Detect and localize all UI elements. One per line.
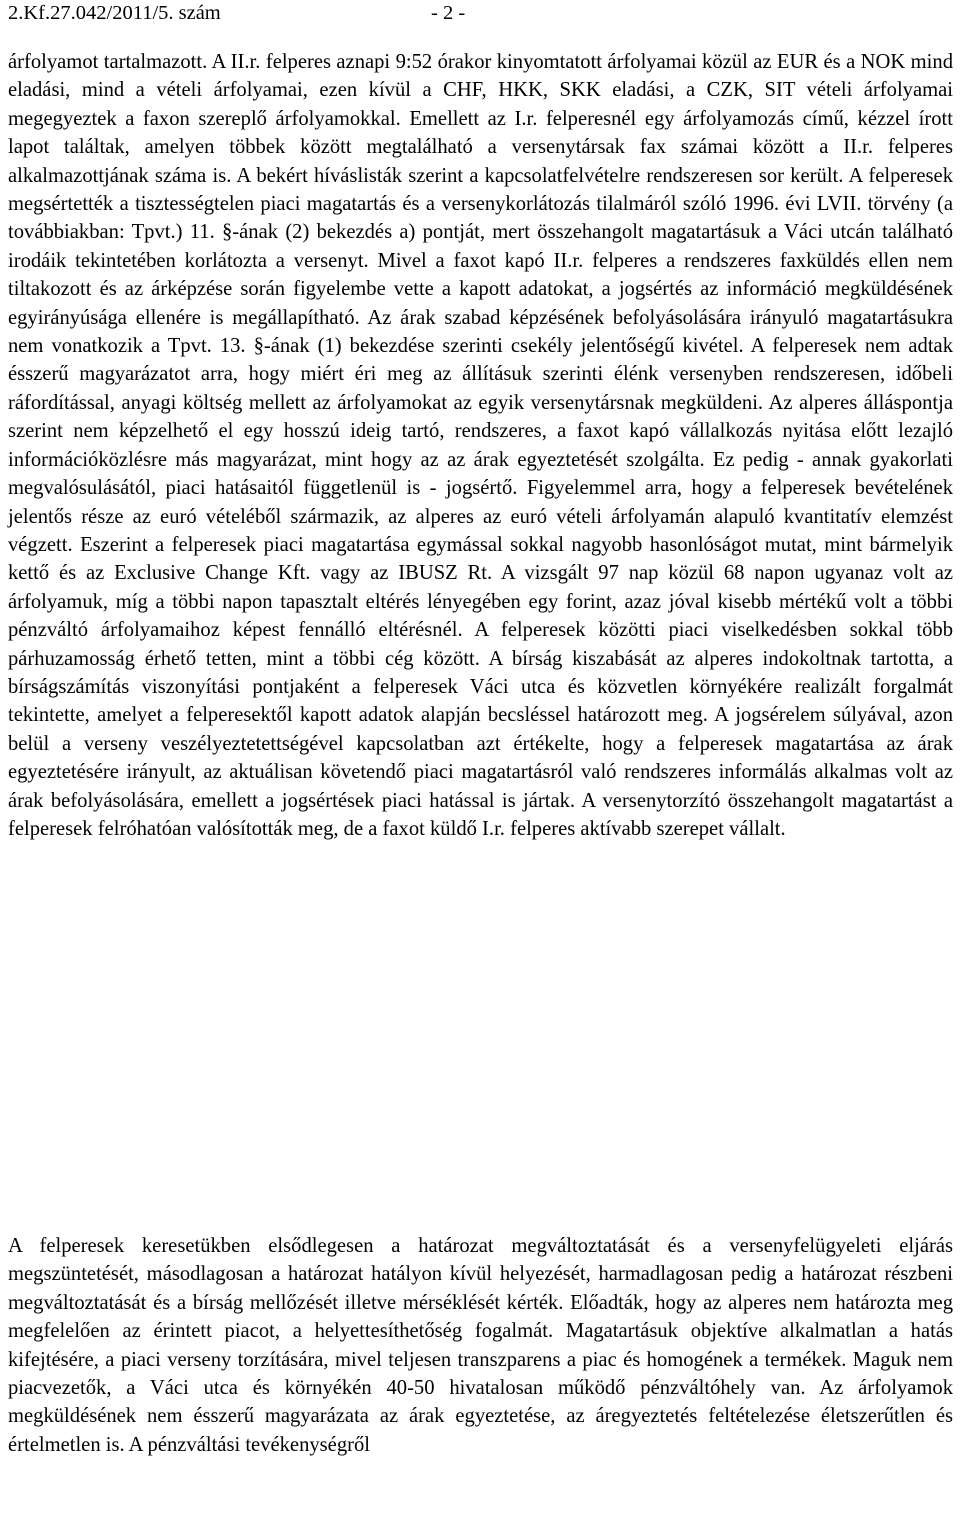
- page-header: [8, 0, 953, 46]
- body-paragraph: árfolyamot tartalmazott. A II.r. felperes aznapi 9:52 órakor kinyomtatott árfolyamai közül az EUR és a NOK mind eladási, mind a vételi árfolyamai, ezen kívül a CHF, HKK, SKK eladási, a CZK, SIT vételi árfolyamai megegyeztek a faxon szereplő árfolyamokkal. Emellett az I.r. felperesnél egy árfolyamozás című, kézzel írott lapot találtak, amelyen többek között megtalálható a versenytársak fax számai között a II.r. felperes alkalmazottjának száma is. A bekért híváslisták szerint a kapcsolatfelvételre rendszeresen sor került. A felperesek megsértették a tisztességtelen piaci magatartás és a versenykorlátozás tilalmáról szóló 1996. évi LVII. törvény (a továbbiakban: Tpvt.) 11. §-ának (2) bekezdés a) pontját, mert összehangolt magatartásuk a Váci utcán található irodáik tekintetében korlátozta a versenyt. Mivel a faxot kapó II.r. felperes a rendszeres faxküldés ellen nem tiltakozott és az árképzése során figyelembe vette a kapott adatokat, a jogsértés az információ megküldésének egyirányúsága ellenére is megállapítható. Az árak szabad képzésének befolyásolására irányuló magatartásukra nem vonatkozik a Tpvt. 13. §-ának (1) bekezdése szerinti csekély jelentőségű kivétel. A felperesek nem adtak ésszerű magyarázatot arra, hogy miért éri meg az állításuk szerinti élénk versenyben rendszeresen, időbeli ráfordítással, anyagi költség mellett az árfolyamokat az egyik versenytársnak megküldeni. Az alperes álláspontja szerint nem képzelhető el egy hosszú ideig tartó, rendszeres, a faxot kapó vállalkozás nyitása előtt lezajló információközlésre más magyarázat, mint hogy az az árak egyeztetését szolgálta. Ez pedig - annak gyakorlati megvalósulásától, piaci hatásaitól függetlenül is - jogsértő. Figyelemmel arra, hogy a felperesek bevételének jelentős része az euró vételéből származik, az alperes az euró vételi árfolyamán alapuló kvantitatív elemzést végzett. Eszerint a felperesek piaci magatartása egymással sokkal nagyobb hasonlóságot mutat, mint bármelyik kettő és az Exclusive Change Kft. vagy az IBUSZ Rt. A vizsgált 97 nap közül 68 napon ugyanaz volt az árfolyamuk, míg a többi napon tapasztalt eltérés lényegében egy forint, azaz jóval kisebb mértékű volt a többi pénzváltó árfolyamaihoz képest fennálló eltérésnél. A felperesek közötti piaci viselkedésben sokkal több párhuzamosság érhető tetten, mint a többi cég között. A bírság kiszabását az alperes indokoltnak tartotta, a bírságszámítás viszonyítási pontjaként a felperesek Váci utca és közvetlen környékére realizált forgalmát tekintette, amelyet a felperesektől kapott adatok alapján becsléssel határozott meg. A jogsérelem súlyával, azon belül a verseny veszélyeztetettségével kapcsolatban azt értékelte, hogy a felperesek magatartása az árak egyeztetésére irányult, az aktuálisan követendő piaci magatartásról való rendszeres informálás alkalmas volt az árak befolyásolására, emellett a jogsértések piaci hatással is jártak. A versenytorzító összehangolt magatartást a felperesek felróhatóan valósították meg, de a faxot küldő I.r. felperes aktívabb szerepet vállalt.: [8, 51, 953, 840]
- page-number: - 2 -: [431, 2, 466, 24]
- body-paragraph: A felperesek keresetükben elsődlegesen a határozat megváltoztatását és a versenyfelügyeleti eljárás megszüntetését, másodlagosan a határozat hatályon kívül helyezését, harmadlagosan pedig a határozat részbeni megváltoztatását és a bírság mellőzését illetve mérséklését kérték. Előadták, hogy az alperes nem határozta meg megfelelően az érintett piacot, a helyettesíthetőség fogalmát. Magatartásuk objektíve alkalmatlan a hatás kifejtésére, a piaci verseny torzítására, mivel teljesen transzparens a piac és homogének a termékek. Maguk nem piacvezetők, a Váci utca és környékén 40-50 hivatalosan működő pénzváltóhely van. Az árfolyamok megküldésének nem ésszerű magyarázata az árak egyeztetése, az áregyeztetés feltételezése életszerűtlen és értelmetlen is. A pénzváltási tevékenységről: [8, 1235, 953, 1456]
- document-page: [8, 0, 953, 1456]
- case-reference: 2.Kf.27.042/2011/5. szám: [8, 2, 221, 24]
